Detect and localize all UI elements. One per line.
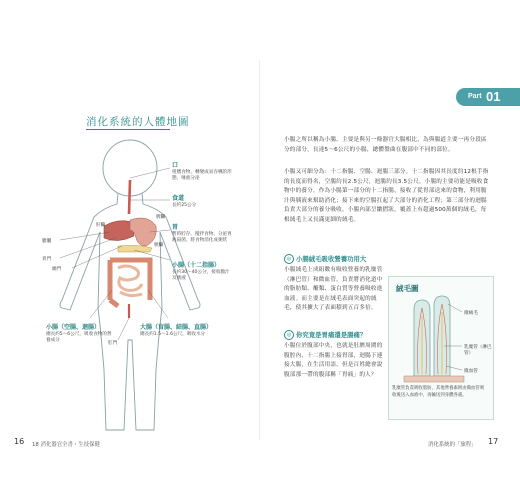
label-pancreas: 胰臟 bbox=[154, 243, 164, 248]
label-duodenum-title: 小腸（十二指腸） bbox=[172, 262, 221, 269]
villi-label-microvilli: 微絨毛 bbox=[464, 311, 478, 316]
left-page-number: 16 bbox=[14, 437, 25, 446]
diagram-title: 消化系統的人體地圖 bbox=[86, 116, 190, 128]
label-anus: 肛門 bbox=[108, 341, 118, 346]
right-footer: 消化系統的「旅程」 bbox=[428, 442, 477, 448]
label-large-intestine-desc: 總長約1.5〜1.6公尺，吸收水分 bbox=[140, 332, 206, 337]
part-word: Part bbox=[468, 93, 482, 100]
villi-label-capillary: 微血管 bbox=[464, 369, 478, 374]
paragraph-4: 小腸位於腹部中央，也就是肚臍周圍的腹腔內，十二指腸上接胃部，迴腸下連接大腸，在生活用語，但是百姓總會說腹部那一帶的腹部稱「胃痛」的人？ bbox=[284, 343, 383, 378]
label-liver: 肝臟 bbox=[96, 223, 106, 228]
paragraph-3: 小腸絨毛上成組數有吸收營養的乳糜管（淋巴管）和微血管，負責將消化道中的脂肪類、醣類、蛋白質等營養吸收進血液。而主要是在絨毛表面突起的絨毛，使其擴大了表面積到五百多倍。 bbox=[284, 267, 383, 312]
villi-label-lacteal: 乳糜管（淋巴管） bbox=[464, 345, 492, 356]
label-cardia: 賁門 bbox=[42, 257, 52, 262]
section-heading-1: ◎ 小腸絨毛吸收營養功用大 bbox=[284, 254, 366, 264]
label-esophagus-title: 食道 bbox=[172, 195, 185, 202]
part-badge bbox=[456, 88, 520, 106]
left-footer: 18 消化器官全書・生技保健 bbox=[32, 442, 100, 448]
label-mouth-desc: 咀嚼食物、轉變成易吞嚥的形態、唾液分泌 bbox=[172, 170, 232, 181]
label-spleen: 脾臟 bbox=[156, 215, 166, 220]
section-heading-2: ◎ 你究竟是胃痛還是腸痛？ bbox=[284, 330, 366, 340]
intro-paragraph: 小腸之所以稱為小腸，主要是與另一條器官大腸相比，為與腸道主要一再分段區分的部分，長達5〜6公尺的小腸，總體盤曲在腹部中不同的部位。 bbox=[284, 137, 487, 153]
label-gallbladder: 膽囊 bbox=[42, 239, 52, 244]
villi-caption: 乳糜管負責吸收脂肪，其他營養素則由微血管吸收後送入血液中，再輸送到身體各處。 bbox=[392, 386, 485, 398]
label-large-intestine-title: 大腸（盲腸、結腸、直腸） bbox=[140, 324, 213, 331]
section-bullet-icon: ◎ bbox=[284, 330, 294, 340]
label-small-intestine-desc: 總長約5〜6公尺，吸收食物的營養成分 bbox=[46, 332, 112, 343]
label-esophagus-desc: 長約25公分 bbox=[172, 203, 197, 208]
label-small-intestine-title: 小腸（空腸、迴腸） bbox=[46, 324, 101, 331]
villi-title: 絨毛圖 bbox=[396, 284, 419, 293]
part-number: 01 bbox=[486, 89, 501, 104]
paragraph-2: 小腸又可細分為：十二指腸、空腸、迴腸三部分。十二指腸因其長度約12根手指的長度而得名，空腸約長2.5公尺，迴腸約長3.5公尺。小腸的主要功能是吸收食物中的養分，作為小腸第一部分的十二指腸，接收了從胃部送來的食物，利用膽汁與胰液來幫助消化；接下來的空腸扛起了大部分的消化工程；第三部分的迴腸負責大部分的養分吸收。小腸內部呈皺摺狀，覆蓋上有超過500萬個的絨毛，每根絨毛上又長滿更細的絨毛。 bbox=[284, 169, 489, 223]
label-stomach-title: 胃 bbox=[172, 224, 179, 231]
label-mouth-title: 口 bbox=[172, 162, 179, 169]
esophagus-shape bbox=[129, 180, 130, 214]
label-duodenum-desc: 長約30〜40公分，接收膽汁及胰液 bbox=[172, 270, 230, 281]
section-bullet-icon: ◎ bbox=[284, 254, 294, 264]
label-pyloric: 幽門 bbox=[52, 267, 62, 272]
label-stomach-desc: 暫時貯存、攪拌食物、分泌胃液殺菌，將食物消化成粥狀 bbox=[172, 232, 232, 243]
right-page-number: 17 bbox=[488, 437, 499, 446]
